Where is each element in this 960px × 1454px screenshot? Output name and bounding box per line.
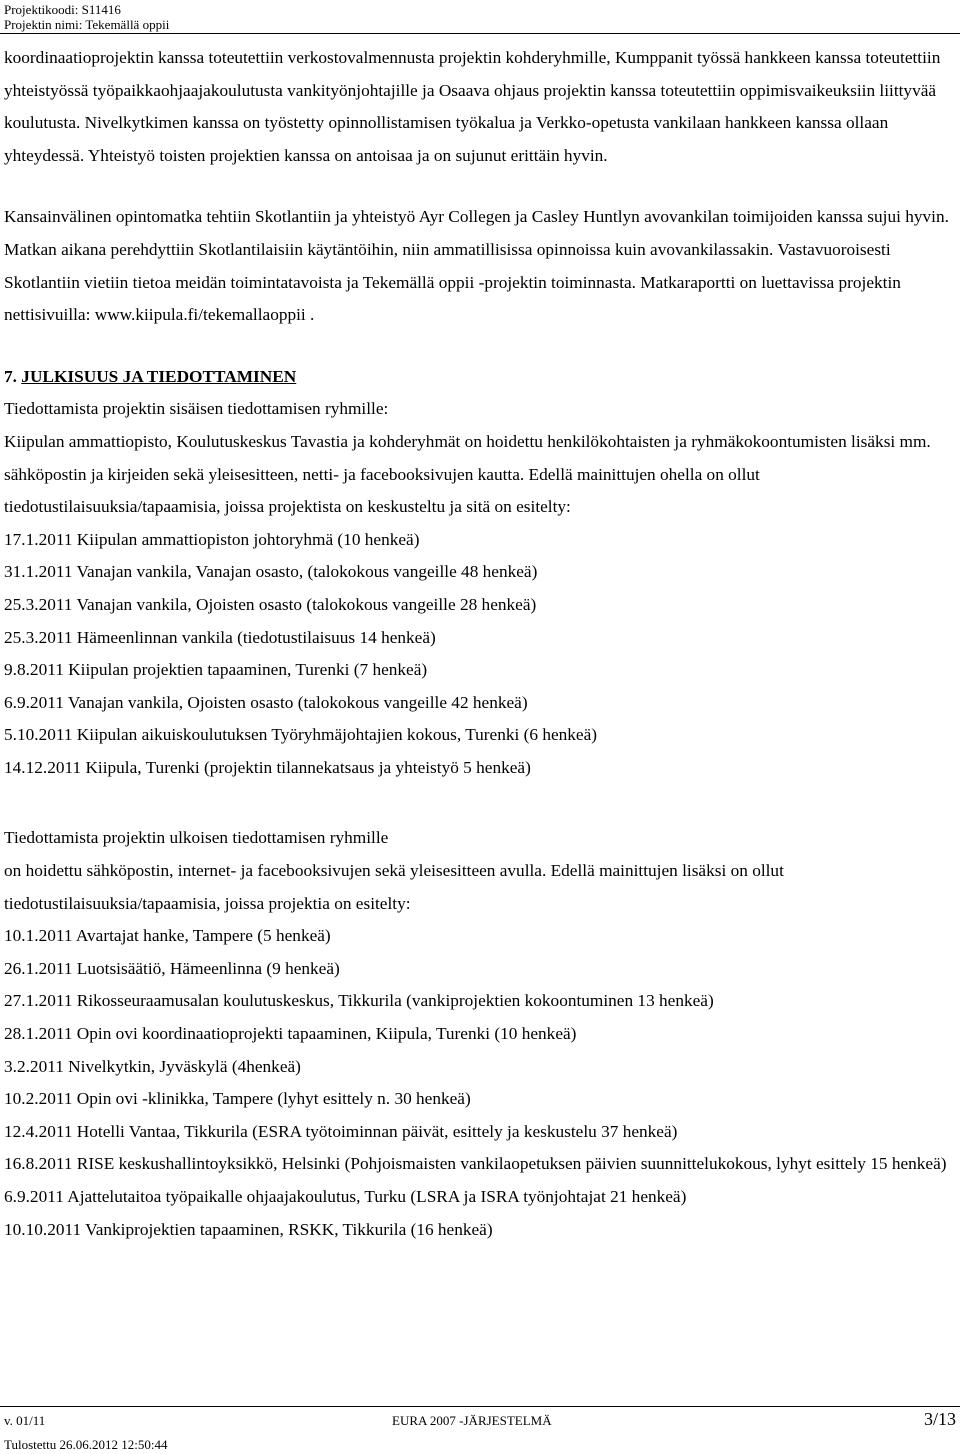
list-item: 6.9.2011 Ajattelutaitoa työpaikalle ohjaajakoulutus, Turku (LSRA ja ISRA työnjohtajat 21 henkeä)	[4, 1187, 687, 1206]
list-item: 17.1.2011 Kiipulan ammattiopiston johtoryhmä (10 henkeä)	[4, 529, 420, 549]
list-item: 10.2.2011 Opin ovi -klinikka, Tampere (lyhyt esittely n. 30 henkeä)	[4, 1089, 471, 1109]
list-item: 16.8.2011 RISE keskushallintoyksikkö, Helsinki (Pohjoismaisten vankilaopetuksen päivien suunnittelukokous, lyhyt esittely 15 henkeä)	[4, 1154, 947, 1174]
section-heading	[4, 361, 956, 394]
paragraph-study-trip: Kansainvälinen opintomatka tehtiin Skotlantiin ja yhteistyö Ayr Collegen ja Casley Huntlyn avovankilan toimijoiden kanssa sujui hyvin. Matkan aikana perehdyttiin Skotlantilaisiin käytäntöihin, niin ammatillisissa opinnoissa kuin avovankilassakin. Vastavuoroisesti Skotlantiin vietiin tietoa meidän toimintatavoista ja Tekemällä oppii -projektin toiminnasta. Matkaraportti on luettavissa projektin nettisivuilla: www.kiipula.fi/tekemallaoppii .	[4, 207, 949, 325]
list-item: 3.2.2011 Nivelkytkin, Jyväskylä (4henkeä)	[4, 1056, 301, 1076]
external-events-list	[4, 920, 956, 1246]
list-item: 12.4.2011 Hotelli Vantaa, Tikkurila (ESRA työtoiminnan päivät, esittely ja keskustelu 37 henkeä)	[4, 1121, 678, 1141]
project-code: Projektikoodi: S11416	[4, 2, 121, 17]
printed-timestamp: Tulostettu 26.06.2012 12:50:44	[4, 1437, 168, 1452]
list-item: 31.1.2011 Vanajan vankila, Vanajan osasto, (talokokous vangeille 48 henkeä)	[4, 562, 538, 582]
version-label: v. 01/11	[4, 1413, 46, 1428]
section-number: 7.	[4, 366, 17, 386]
list-item: 10.1.2011 Avartajat hanke, Tampere (5 henkeä)	[4, 926, 331, 946]
list-item: 25.3.2011 Vanajan vankila, Ojoisten osasto (talokokous vangeille 28 henkeä)	[4, 594, 537, 614]
section-title: JULKISUUS JA TIEDOTTAMINEN	[21, 366, 297, 386]
list-item: 5.10.2011 Kiipulan aikuiskoulutuksen Työryhmäjohtajien kokous, Turenki (6 henkeä)	[4, 725, 598, 745]
page-number: 3/13	[923, 1409, 956, 1429]
internal-events-list	[4, 524, 956, 785]
external-info-title: Tiedottamista projektin ulkoisen tiedottamisen ryhmille	[4, 828, 389, 848]
document-body	[4, 42, 956, 1246]
list-item: 10.10.2011 Vankiprojektien tapaaminen, RSKK, Tikkurila (16 henkeä)	[4, 1219, 493, 1239]
list-item: 6.9.2011 Vanajan vankila, Ojoisten osasto (talokokous vangeille 42 henkeä)	[4, 692, 528, 712]
page-header	[4, 2, 169, 32]
internal-info-title: Tiedottamista projektin sisäisen tiedottamisen ryhmille:	[4, 399, 389, 419]
list-item: 28.1.2011 Opin ovi koordinaatioprojekti tapaaminen, Kiipula, Turenki (10 henkeä)	[4, 1024, 577, 1044]
page-footer	[4, 1409, 960, 1453]
list-item: 9.8.2011 Kiipulan projektien tapaaminen, Turenki (7 henkeä)	[4, 660, 428, 680]
list-item: 25.3.2011 Hämeenlinnan vankila (tiedotustilaisuus 14 henkeä)	[4, 627, 436, 647]
system-name: EURA 2007 -JÄRJESTELMÄ	[392, 1413, 552, 1428]
external-info-paragraph: on hoidettu sähköpostin, internet- ja facebooksivujen sekä yleisesitteen avulla. Edellä mainittujen lisäksi on ollut tiedotustilaisuuksia/tapaamisia, joissa projektia on esitelty:	[4, 861, 784, 913]
footer-divider	[0, 1406, 960, 1407]
paragraph-cooperation: koordinaatioprojektin kanssa toteutettiin verkostovalmennusta projektin kohderyhmille, Kumppanit työssä hankkeen kanssa toteutettiin yhteistyössä työpaikkaohjaajakoulutusta vankityönjohtajille ja Osaava ohjaus projektin kanssa toteutettiin oppimisvaikeuksiin liittyvää koulutusta. Nivelkytkimen kanssa on työstetty opinnollistamisen työkalua ja Verkko-opetusta vankilaan hankkeen kanssa ollaan yhteydessä. Yhteistyö toisten projektien kanssa on antoisaa ja on sujunut erittäin hyvin.	[4, 48, 941, 165]
header-divider	[0, 33, 960, 34]
project-name: Projektin nimi: Tekemällä oppii	[4, 17, 170, 32]
internal-info-paragraph: Kiipulan ammattiopisto, Koulutuskeskus Tavastia ja kohderyhmät on hoidettu henkilökohtaisten ja ryhmäkokoontumisten lisäksi mm. sähköpostin ja kirjeiden sekä yleisesitteen, netti- ja facebooksivujen kautta. Edellä mainittujen ohella on ollut tiedotustilaisuuksia/tapaamisia, joissa projektista on keskusteltu ja sitä on esitelty:	[4, 431, 931, 517]
list-item: 14.12.2011 Kiipula, Turenki (projektin tilannekatsaus ja yhteistyö 5 henkeä)	[4, 757, 531, 777]
list-item: 26.1.2011 Luotsisäätiö, Hämeenlinna (9 henkeä)	[4, 958, 340, 978]
list-item: 27.1.2011 Rikosseuraamusalan koulutuskeskus, Tikkurila (vankiprojektien kokoontuminen 13 henkeä)	[4, 991, 714, 1011]
